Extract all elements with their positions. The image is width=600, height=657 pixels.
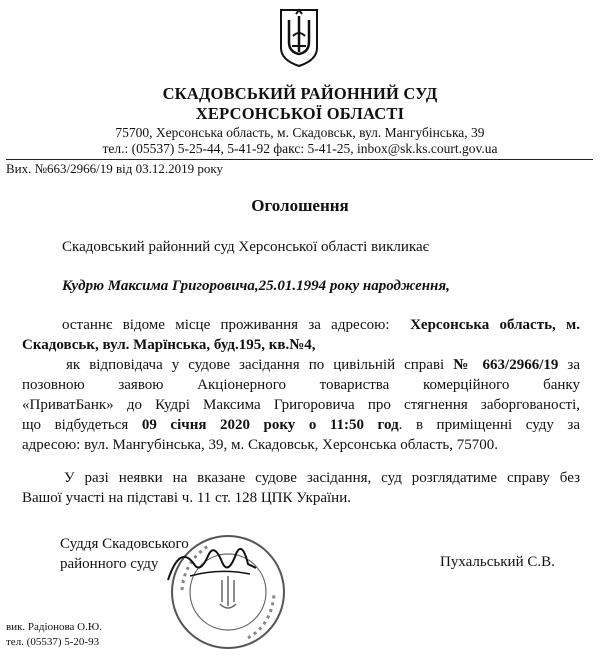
- absence-line-2: Вашої участі на підставі ч. 11 ст. 128 ЦПК України.: [22, 490, 351, 506]
- court-name-line1: СКАДОВСЬКИЙ РАЙОННИЙ СУД: [162, 84, 438, 103]
- judge-name: Пухальський С.В.: [440, 554, 555, 570]
- header-divider: [6, 159, 593, 160]
- court-contacts: тел.: (05537) 5-25-44, 5-41-92 факс: 5-41-25, inbox@sk.ks.court.gov.ua: [102, 141, 498, 156]
- court-address: 75700, Херсонська область, м. Скадовськ, вул. Мангубінська, 39: [115, 125, 485, 140]
- outgoing-reference: Вих. №663/2966/19 від 03.12.2019 року: [6, 161, 224, 176]
- hearing-line-4: позовною заявою Акціонерного товариства комерційного банку: [22, 377, 580, 393]
- paragraph-absence-notice: [22, 468, 580, 508]
- court-name-line2: ХЕРСОНСЬКОЇ ОБЛАСТІ: [195, 104, 405, 123]
- document-title: Оголошення: [251, 196, 349, 215]
- hearing-line-2: Скадовськ, вул. Марїнська, буд.195, кв.№4,: [22, 337, 316, 353]
- hearing-line-5: «ПриватБанк» до Кудрі Максима Григоровича про стягнення заборгованості,: [22, 397, 580, 413]
- defendant-name: Кудрю Максима Григоровича,25.01.1994 року народження,: [62, 278, 450, 294]
- hearing-line-3: як відповідача у судове засідання по цивільній справі № 663/2966/19 за: [66, 357, 580, 373]
- judge-title-line1: Суддя Скадовського: [60, 536, 189, 552]
- judge-signature-icon: [150, 534, 270, 594]
- hearing-line-7: адресою: вул. Мангубінська, 39, м. Скадовськ, Херсонська область, 75700.: [22, 437, 498, 453]
- absence-line-1: У разі неявки на вказане судове засідання, суд розглядатиме справу без: [64, 470, 580, 486]
- executor-info: [6, 620, 102, 650]
- coat-of-arms-icon: [278, 8, 320, 68]
- hearing-line-1: останнє відоме місце проживання за адресою: Херсонська область, м.: [62, 317, 581, 333]
- judge-title-line2: районного суду: [60, 556, 159, 572]
- hearing-line-6: що відбудеться 09 січня 2020 року о 11:50 год. в приміщенні суду за: [22, 417, 580, 433]
- executor-name: вик. Радіонова О.Ю.: [6, 621, 102, 633]
- executor-phone: тел. (05537) 5-20-93: [6, 636, 100, 648]
- paragraph-summons: Скадовський районний суд Херсонської області викликає: [62, 239, 430, 255]
- paragraph-hearing-details: [22, 315, 580, 455]
